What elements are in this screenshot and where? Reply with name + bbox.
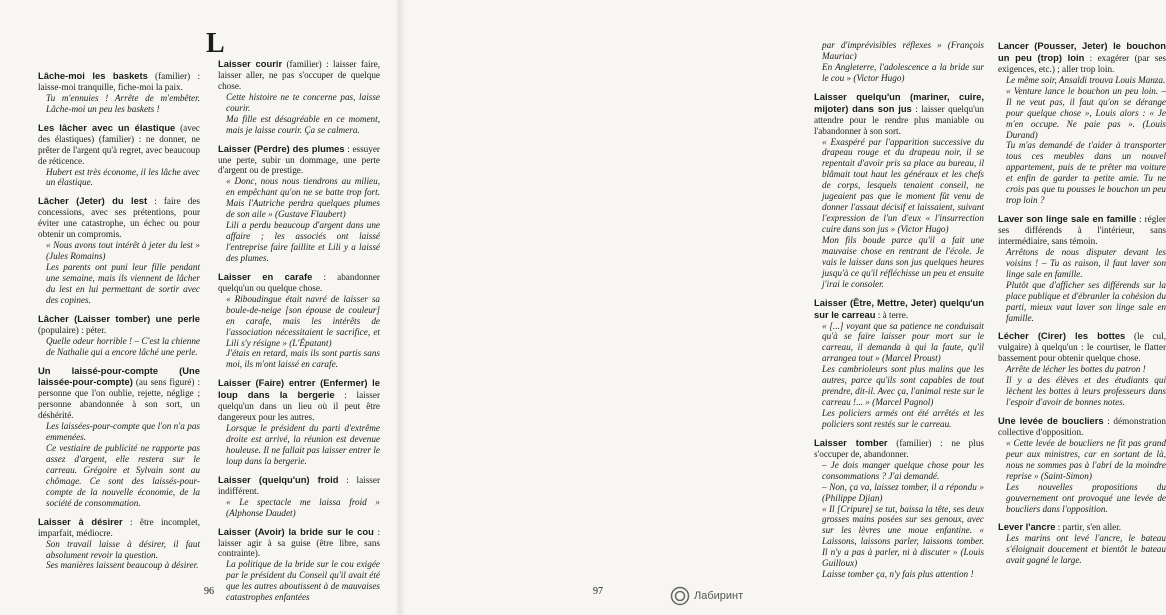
- dictionary-entry: [998, 213, 1166, 323]
- entry-example: « Le spectacle me laissa froid » (Alphonse Daudet): [226, 496, 380, 518]
- entry-example: Les nouvelles propositions du gouvernement ont provoqué une levée de boucliers dans l'opposition.: [1006, 481, 1166, 514]
- entry-example: Il y a des élèves et des étudiants qui lèchent les bottes à leurs professeurs dans l'espoir d'avoir de bonnes notes.: [1006, 375, 1166, 408]
- column-3: [814, 40, 984, 580]
- entry-example: Lorsque le président du parti d'extrême droite est arrivé, la réunion est devenue houleuse. Il ne fallait pas laisser entrer le loup dans la bergerie.: [226, 423, 380, 466]
- entry-example: J'étais en retard, mais ils sont partis sans moi, ils m'ont laissé en carafe.: [226, 348, 380, 370]
- dictionary-entry: [38, 122, 200, 189]
- entry-definition: : laisser quelqu'un attendre pour le rendre plus maniable ou l'abandonner à son sort.: [814, 103, 984, 136]
- entry-example: Mon fils boude parce qu'il a fait une mauvaise chose en rentrant de l'école. Je vais le laisser dans son jus quelques heures jusqu'à ce qu'il réfléchisse un peu et ensuite j'irai le consoler.: [822, 234, 984, 289]
- entry-definition: : exagérer (par ses exigences, etc.) ; aller trop loin.: [998, 52, 1166, 74]
- column-1: [38, 70, 200, 580]
- entry-example: Les marins ont levé l'ancre, le bateau s'éloignait doucement et bientôt le bateau avait gagné le large.: [1006, 533, 1166, 566]
- entry-definition: (populaire) : péter.: [38, 324, 107, 335]
- labyrinth-logo-icon: [670, 586, 690, 606]
- entry-headword: Lâcher (Jeter) du lest: [38, 195, 148, 207]
- right-page: [400, 0, 1166, 615]
- dictionary-entry: [218, 58, 380, 136]
- entry-definition: : être incomplet, imparfait, médiocre.: [38, 516, 201, 538]
- page-number-right: 97: [593, 586, 603, 597]
- entry-headword: Laisser à désirer: [38, 515, 123, 527]
- entry-definition: (au sens figuré) : personne que l'on oublie, rejette, néglige ; personne abandonnée à son sort, un déshérité.: [38, 377, 201, 421]
- dictionary-entry: [38, 365, 200, 509]
- dictionary-entry: [814, 437, 984, 580]
- entry-example: Ses manières laissent beaucoup à désirer.: [46, 560, 199, 571]
- dictionary-entry: [998, 330, 1166, 408]
- entry-example: « Cette levée de boucliers ne fit pas grand peur aux ministres, car en sortant de là, nous ne sommes pas à l'abri de la moindre reprise » (Saint-Simon): [1006, 437, 1166, 481]
- dictionary-entry: [38, 313, 200, 358]
- entry-headword: Laisser (Faire) entrer (Enfermer) le loup dans la bergerie: [218, 377, 380, 401]
- entry-headword: Laisser en carafe: [218, 270, 313, 282]
- entry-example: « Riboudingue était navré de laisser sa boule-de-neige [son épouse de couleur] en carafe, mais les intérêts de l'association nécessitaient le sacrifice, et Lili s'y résigne » (L'Épatant): [226, 293, 380, 348]
- watermark: [670, 583, 790, 609]
- entry-example: par d'imprévisibles réflexes » (François Mauriac): [822, 40, 984, 61]
- entry-example: Son travail laisse à désirer, il faut absolument revoir la question.: [46, 538, 200, 560]
- entry-headword: Laisser (Perdre) des plumes: [218, 142, 345, 154]
- entry-example: Quelle odeur horrible ! – C'est la chienne de Nathalie qui a encore lâché une perle.: [46, 335, 200, 357]
- dictionary-entry: [218, 474, 380, 519]
- entry-headword: Laisser (Avoir) la bride sur le cou: [218, 525, 374, 537]
- entry-definition: (familier) : ne plus s'occuper de, abandonner.: [814, 437, 984, 459]
- dictionary-entry: [814, 40, 984, 84]
- entry-definition: (le cul, vulgaire) à quelqu'un : le courtiser, le flatter bassement pour obtenir quelque chose.: [998, 331, 1166, 364]
- entry-definition: : à terre.: [877, 309, 909, 320]
- entry-headword: Les lâcher avec un élastique: [38, 121, 176, 133]
- entry-example: Ma fille est désagréable en ce moment, mais je laisse courir. Ça se calmera.: [226, 113, 380, 135]
- entry-example: Les cambrioleurs sont plus malins que les autres, parce qu'ils sont capables de tout prendre, dit-il. Avec ça, l'animal reste sur le carreau !... » (Marcel Pagnol): [822, 364, 984, 408]
- entry-example: Le même soir, Ansaldi trouva Louis Manza.: [1006, 74, 1166, 85]
- entry-example: Tu m'as demandé de t'aider à transporter tous ces meubles dans un nouvel appartement, puis de te prêter ma voiture et enfin de garder ta petite amie. Tu ne crois pas que tu pousses le bouchon un peu trop loin ?: [1006, 140, 1166, 206]
- entry-example: Plutôt que d'afficher ses différends sur la place publique et d'ébranler la cohésion du parti, mieux vaut laver son linge sale en famille.: [1006, 279, 1166, 323]
- entry-example: « Il [Cripure] se tut, baissa la tête, ses deux grosses mains posées sur ses genoux, avec sur les lèvres une moue enfantine. « Laissons, laissons parler, laissons tomber. Il n'y a pas à parler, ni à discuter » (Louis Guilloux): [822, 503, 984, 569]
- entry-headword: Laisser courir: [218, 58, 283, 69]
- entry-definition: : laisser indifférent.: [218, 474, 381, 496]
- entry-example: Les parents ont puni leur fille pendant une semaine, mais ils viennent de lâcher du lest en lui permettant de sortir avec des copines.: [46, 262, 200, 305]
- entry-definition: : laisser quelqu'un dans un lieu où il peut être dangereux pour les autres.: [218, 390, 381, 423]
- dictionary-entry: [38, 195, 200, 305]
- watermark-text: Лабиринт: [694, 590, 744, 602]
- entry-headword: Laisser (Être, Mettre, Jeter) quelqu'un sur le carreau: [814, 296, 984, 320]
- dictionary-entry: [218, 377, 380, 467]
- entry-example: Arrêtons de nous disputer devant les voisins ! – Tu as raison, il faut laver son linge sale en famille.: [1006, 246, 1166, 279]
- entry-example: « Venture lance le bouchon un peu loin. – Il ne veut pas, il faut qu'on se dérange pour quelque chose », Louis alors : « Je m'en occupe. Ne paie pas ». (Louis Durand): [1006, 85, 1166, 140]
- page-number-left: 96: [204, 586, 214, 597]
- left-page: [0, 0, 400, 615]
- entry-definition: : laisser agir à sa guise (être libre, sans contrainte).: [218, 526, 381, 559]
- entry-example: – Je dois manger quelque chose pour les consommations ? J'ai demandé.: [822, 459, 984, 481]
- entry-example: Arrête de lécher les bottes du patron !: [1006, 364, 1146, 375]
- entry-headword: Lever l'ancre: [998, 521, 1056, 533]
- entry-example: Hubert est très économe, il les lâche avec un élastique.: [46, 166, 200, 188]
- entry-definition: : démonstration collective d'opposition.: [998, 416, 1166, 437]
- dictionary-entry: [218, 143, 380, 264]
- column-2: [218, 58, 381, 603]
- dictionary-entry: [38, 70, 200, 115]
- entry-headword: Lâche-moi les baskets: [38, 70, 148, 81]
- entry-headword: Lâcher (Laisser tomber) une perle: [38, 312, 200, 324]
- entry-headword: Laisser quelqu'un (mariner, cuire, mijoter) dans son jus: [814, 90, 984, 114]
- entry-definition: : abandonner quelqu'un ou quelque chose.: [218, 271, 380, 293]
- dictionary-entry: [218, 526, 380, 604]
- entry-example: Cette histoire ne te concerne pas, laisse courir.: [226, 91, 380, 113]
- entry-headword: Un laissé-pour-compte (Une laissée-pour-compte): [38, 364, 200, 388]
- entry-example: « Exaspéré par l'apparition successive du drapeau rouge et du drapeau noir, il se repentait d'avoir pris sa place au bureau, il blâmait tout haut les généraux et les chefs de corps, lesquels tenaient conseil, ne jugeaient pas que le moment fût venu de donner l'assaut décisif et laissaient, suivant l'expression de l'un d'eux « l'insurrection cuire dans son jus » (Victor Hugo): [822, 136, 984, 234]
- dictionary-entry: [814, 91, 984, 290]
- entry-example: Les laissées-pour-compte que l'on n'a pas emmenées.: [46, 421, 200, 443]
- entry-example: Ce vestiaire de publicité ne rapporte pas assez d'argent, elle restera sur le carreau. Grégoire et Sylvain sont au chômage. Ce sont des laissés-pour-compte de la nouvelle économie, de la société de consommation.: [46, 443, 200, 508]
- entry-example: Lili a perdu beaucoup d'argent dans une affaire ; les associés ont laissé l'entreprise faire faillite et Lili y a laissé des plumes.: [226, 220, 380, 263]
- entry-headword: Lancer (Pousser, Jeter) le bouchon un peu (trop) loin: [998, 40, 1166, 63]
- entry-headword: Une levée de boucliers: [998, 415, 1104, 426]
- dictionary-entry: [38, 516, 200, 572]
- entry-example: La politique de la bride sur le cou exigée par le président du Conseil qu'il avait été que les autres aboutissent à de mauvaises catastrophes enfantées: [226, 559, 380, 603]
- entry-headword: Laisser tomber: [814, 436, 888, 448]
- section-letter: L: [206, 28, 225, 59]
- dictionary-entry: [218, 271, 380, 370]
- entry-definition: : régler ses différends à l'intérieur, sans intermédiaire, sans témoin.: [998, 214, 1166, 246]
- dictionary-entry: [998, 521, 1166, 566]
- entry-example: Laisse tomber ça, n'y fais plus attention !: [822, 569, 974, 580]
- entry-definition: (familier) : laisse-moi tranquille, fiche-moi la paix.: [38, 71, 200, 92]
- entry-headword: Lécher (Cirer) les bottes: [998, 330, 1126, 342]
- entry-example: – Non, ça va, laissez tomber, il a répondu » (Philippe Djian): [822, 481, 984, 503]
- dictionary-entry: [998, 40, 1166, 206]
- entry-example: En Angleterre, l'adolescence a la bride sur le cou » (Victor Hugo): [822, 61, 984, 83]
- entry-headword: Laver son linge sale en famille: [998, 213, 1137, 225]
- dictionary-entry: [998, 415, 1166, 514]
- entry-example: « [...] voyant que sa patience ne conduisait qu'à se faire laisser pour mort sur le carreau, il demanda à qui la faute, qu'il arrangea tout » (Marcel Proust): [822, 320, 984, 364]
- entry-headword: Laisser (quelqu'un) froid: [218, 473, 339, 485]
- entry-example: Tu m'ennuies ! Arrête de m'embêter. Lâche-moi un peu les baskets !: [46, 92, 200, 114]
- entry-definition: : partir, s'en aller.: [1057, 522, 1122, 533]
- entry-example: « Nous avons tout intérêt à jeter du lest » (Jules Romains): [46, 240, 200, 262]
- entry-example: « Donc, nous nous tiendrons au milieu, en empêchant qu'on ne se batte trop fort. Mais l'Autriche perdra quelques plumes de son aile » (Gustave Flaubert): [226, 176, 380, 220]
- entry-definition: (familier) : laisser faire, laisser aller, ne pas s'occuper de quelque chose.: [218, 59, 380, 91]
- entry-definition: (avec des élastiques) (familier) : ne donner, ne prêter de l'argent qu'à regret, avec beaucoup de réticence.: [38, 122, 200, 166]
- dictionary-entry: [814, 297, 984, 430]
- entry-definition: : faire des concessions, avec ses prétentions, pour éviter une catastrophe, un échec ou pour obtenir un compromis.: [38, 196, 201, 240]
- column-4: [998, 40, 1166, 580]
- entry-definition: : essuyer une perte, subir un dommage, une perte d'argent ou de prestige.: [218, 143, 380, 176]
- entry-example: Les policiers armés ont été arrêtés et les policiers sont restés sur le carreau.: [822, 408, 984, 429]
